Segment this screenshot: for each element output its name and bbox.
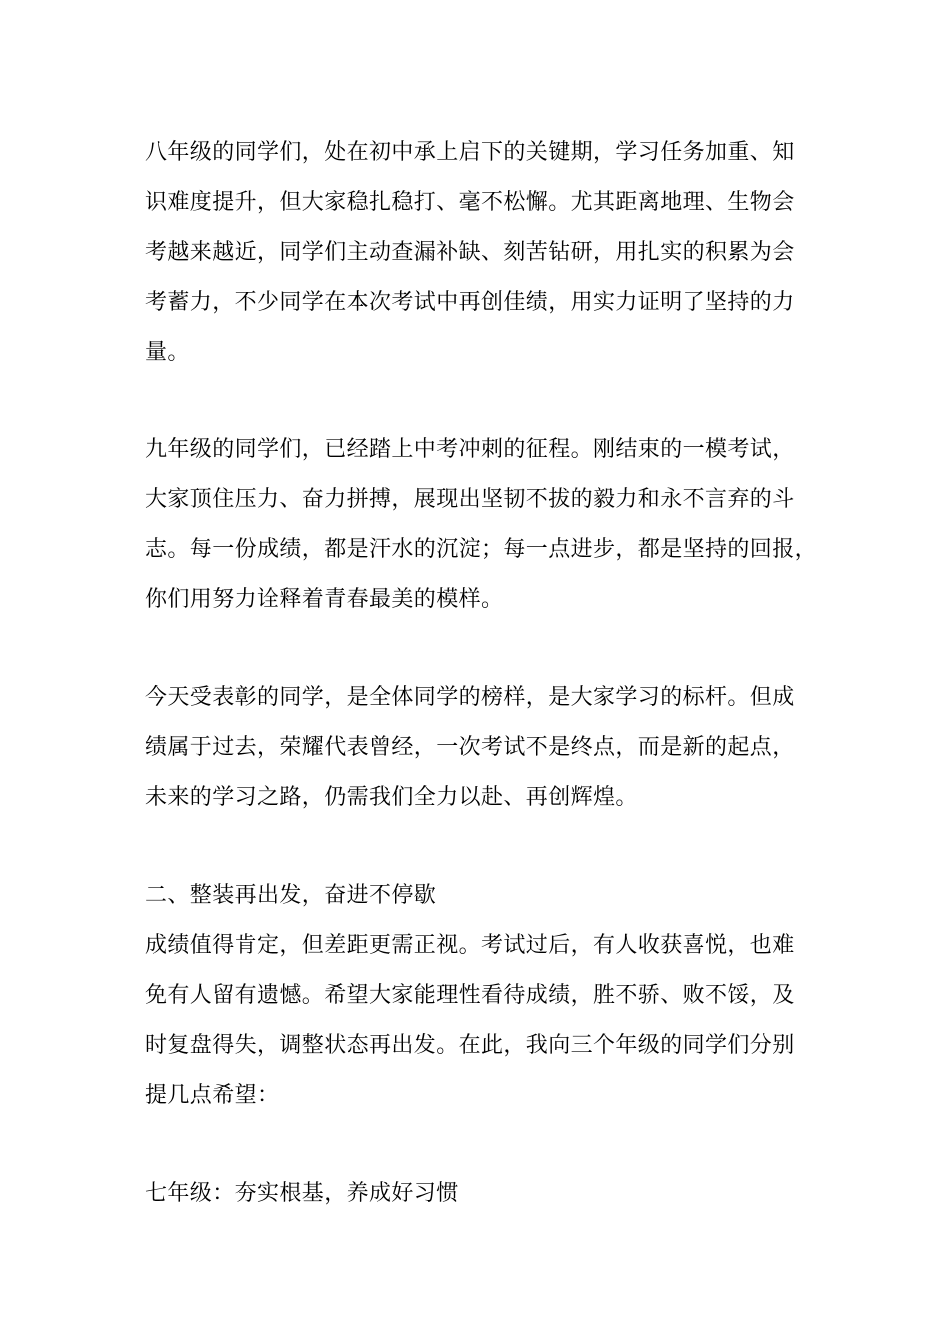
paragraph-line: 志。每一份成绩，都是汗水的沉淀；每一点进步，都是坚持的回报， (145, 537, 818, 562)
paragraph-line: 识难度提升，但大家稳扎稳打、毫不松懈。尤其距离地理、生物会 (145, 190, 795, 215)
subheading-grade7: 七年级：夯实根基，养成好习惯 (145, 1181, 459, 1206)
paragraph-line: 提几点希望： (145, 1083, 280, 1108)
paragraph-line: 时复盘得失，调整状态再出发。在此，我向三个年级的同学们分别 (145, 1033, 795, 1058)
paragraph-line: 大家顶住压力、奋力拼搏，展现出坚韧不拔的毅力和永不言弃的斗 (145, 487, 795, 512)
paragraph-line: 考越来越近，同学们主动查漏补缺、刻苦钻研，用扎实的积累为会 (145, 240, 795, 265)
paragraph-line: 九年级的同学们，已经踏上中考冲刺的征程。刚结束的一模考试， (145, 437, 795, 462)
section-heading: 二、整装再出发，奋进不停歇 (145, 883, 437, 908)
paragraph-line: 未来的学习之路，仍需我们全力以赴、再创辉煌。 (145, 785, 638, 810)
paragraph-line: 成绩值得肯定，但差距更需正视。考试过后，有人收获喜悦，也难 (145, 933, 795, 958)
paragraph-line: 八年级的同学们，处在初中承上启下的关键期，学习任务加重、知 (145, 140, 795, 165)
paragraph-line: 免有人留有遗憾。希望大家能理性看待成绩，胜不骄、败不馁，及 (145, 983, 795, 1008)
paragraph-line: 你们用努力诠释着青春最美的模样。 (145, 587, 504, 612)
paragraph-line: 考蓄力，不少同学在本次考试中再创佳绩，用实力证明了坚持的力 (145, 290, 795, 315)
paragraph-line: 绩属于过去，荣耀代表曾经，一次考试不是终点，而是新的起点， (145, 735, 795, 760)
paragraph-line: 今天受表彰的同学，是全体同学的榜样，是大家学习的标杆。但成 (145, 685, 795, 710)
paragraph-line: 量。 (145, 340, 190, 365)
